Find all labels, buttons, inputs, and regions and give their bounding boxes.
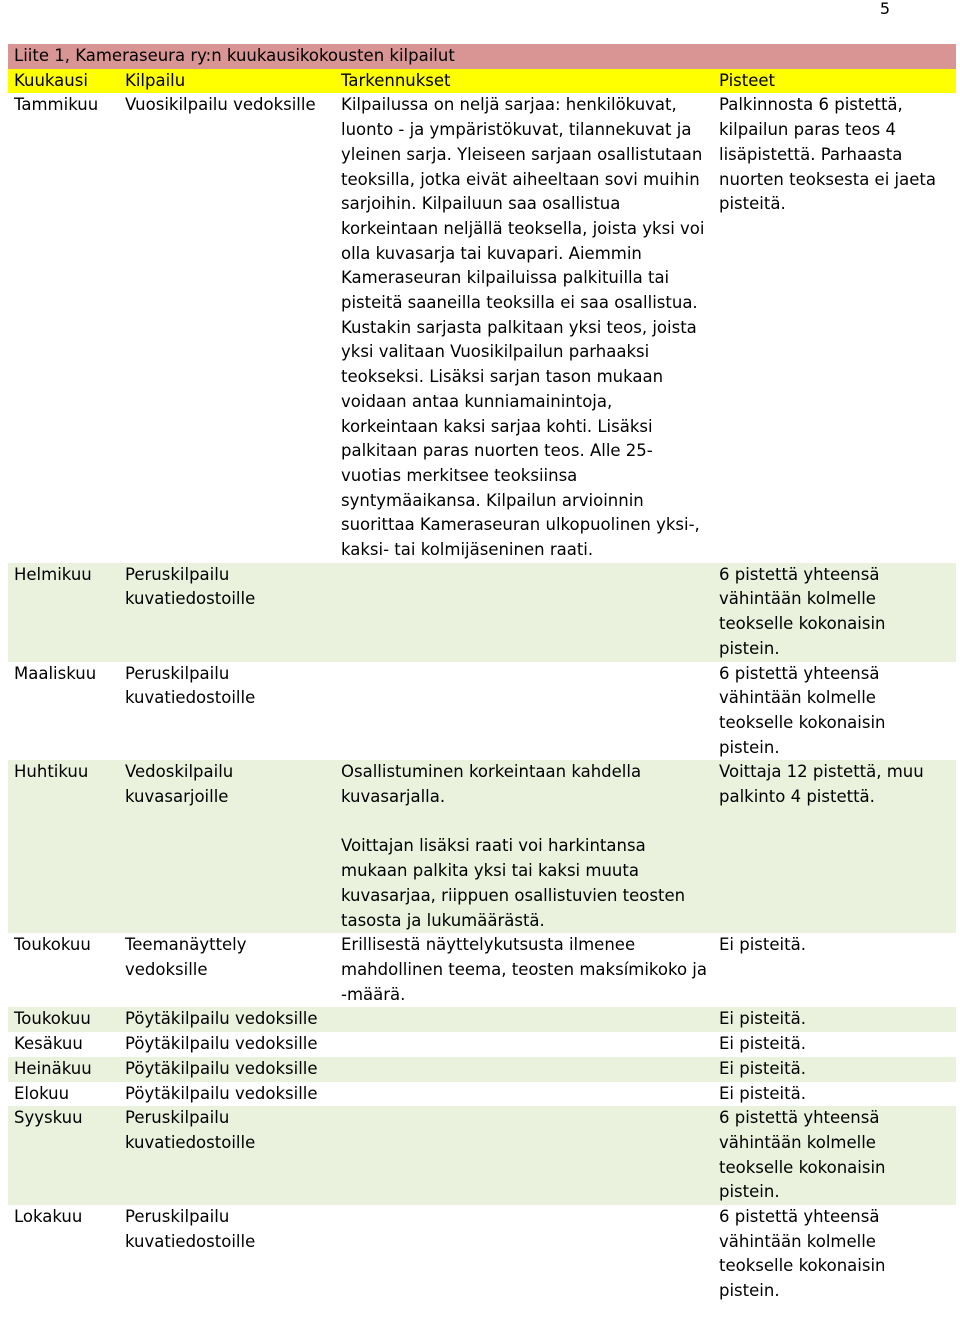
table-row	[8, 563, 956, 662]
table-row	[8, 1106, 956, 1205]
details-cell	[335, 1057, 713, 1082]
details-cell	[335, 1007, 713, 1032]
table-row	[8, 760, 956, 933]
details-cell	[335, 1205, 713, 1304]
header-points: Pisteet	[713, 69, 956, 94]
page-number: 5	[879, 0, 890, 18]
details-extra-text: Voittajan lisäksi raati voi harkintansa mukaan palkita yksi tai kaksi muuta kuvasarjaa, riippuen osallistuvien teosten tasosta ja lukumäärästä.	[341, 836, 686, 930]
header-details: Tarkennukset	[335, 69, 713, 94]
details-text: Osallistuminen korkeintaan kahdella kuvasarjalla.	[341, 762, 642, 807]
table-row	[8, 93, 956, 562]
competition-cell: Teemanäyttely vedoksille	[119, 933, 335, 1007]
points-cell: 6 pistettä yhteensä vähintään kolmelle teokselle kokonaisin pistein.	[713, 662, 956, 761]
points-cell: Ei pisteitä.	[713, 1007, 956, 1032]
table-caption-row	[8, 44, 956, 69]
table-row	[8, 1205, 956, 1304]
table-row	[8, 1007, 956, 1032]
competition-cell: Pöytäkilpailu vedoksille	[119, 1082, 335, 1107]
table-row	[8, 933, 956, 1007]
header-month: Kuukausi	[8, 69, 119, 94]
competition-cell: Peruskilpailu kuvatiedostoille	[119, 1205, 335, 1304]
details-cell	[335, 1032, 713, 1057]
month-cell: Lokakuu	[8, 1205, 119, 1304]
competition-cell: Peruskilpailu kuvatiedostoille	[119, 563, 335, 662]
table-header-row	[8, 69, 956, 94]
table-row	[8, 1057, 956, 1082]
details-cell	[335, 760, 713, 933]
table-caption: Liite 1, Kameraseura ry:n kuukausikokousten kilpailut	[8, 44, 956, 69]
details-cell: Kilpailussa on neljä sarjaa: henkilökuvat, luonto - ja ympäristökuvat, tilannekuvat ja yleinen sarja. Yleiseen sarjaan osallistutaan teoksilla, jotka eivät aiheeltaan sovi muihin sarjoihin. Kilpailuun saa osallistua korkeintaan neljällä teoksella, joista yksi voi olla kuvasarja tai kuvapari. Aiemmin Kameraseuran kilpailuissa palkituilla tai pisteitä saaneilla teoksilla ei saa osallistua. Kustakin sarjasta palkitaan yksi teos, joista yksi valitaan Vuosikilpailun parhaaksi teokseksi. Lisäksi sarjan tason mukaan voidaan antaa kunniamainintoja, korkeintaan kaksi sarjaa kohti. Lisäksi palkitaan paras nuorten teos. Alle 25-vuotias merkitsee teoksiinsa syntymäaikansa. Kilpailun arvioinnin suorittaa Kameraseuran ulkopuolinen yksi-, kaksi- tai kolmijäseninen raati.	[335, 93, 713, 562]
points-cell: 6 pistettä yhteensä vähintään kolmelle teokselle kokonaisin pistein.	[713, 563, 956, 662]
month-cell: Syyskuu	[8, 1106, 119, 1205]
points-cell: Palkinnosta 6 pistettä, kilpailun paras teos 4 lisäpistettä. Parhaasta nuorten teoksesta ei jaeta pisteitä.	[713, 93, 956, 562]
points-cell: Voittaja 12 pistettä, muu palkinto 4 pistettä.	[713, 760, 956, 933]
month-cell: Toukokuu	[8, 1007, 119, 1032]
details-cell	[335, 1082, 713, 1107]
points-cell: Ei pisteitä.	[713, 1057, 956, 1082]
month-cell: Helmikuu	[8, 563, 119, 662]
details-cell	[335, 662, 713, 761]
month-cell: Huhtikuu	[8, 760, 119, 933]
table-row	[8, 1032, 956, 1057]
month-cell: Maaliskuu	[8, 662, 119, 761]
month-cell: Toukokuu	[8, 933, 119, 1007]
month-cell: Tammikuu	[8, 93, 119, 562]
competition-cell: Vedoskilpailu kuvasarjoille	[119, 760, 335, 933]
competition-cell: Pöytäkilpailu vedoksille	[119, 1007, 335, 1032]
header-competition: Kilpailu	[119, 69, 335, 94]
month-cell: Elokuu	[8, 1082, 119, 1107]
competition-cell: Peruskilpailu kuvatiedostoille	[119, 662, 335, 761]
table-row	[8, 662, 956, 761]
competitions-table	[8, 44, 956, 1304]
points-cell: Ei pisteitä.	[713, 1082, 956, 1107]
competition-cell: Pöytäkilpailu vedoksille	[119, 1057, 335, 1082]
points-cell: Ei pisteitä.	[713, 933, 956, 1007]
table-row	[8, 1082, 956, 1107]
points-cell: Ei pisteitä.	[713, 1032, 956, 1057]
competition-cell: Vuosikilpailu vedoksille	[119, 93, 335, 562]
details-cell	[335, 1106, 713, 1205]
competition-cell: Peruskilpailu kuvatiedostoille	[119, 1106, 335, 1205]
points-cell: 6 pistettä yhteensä vähintään kolmelle teokselle kokonaisin pistein.	[713, 1205, 956, 1304]
competition-cell: Pöytäkilpailu vedoksille	[119, 1032, 335, 1057]
month-cell: Kesäkuu	[8, 1032, 119, 1057]
points-cell: 6 pistettä yhteensä vähintään kolmelle teokselle kokonaisin pistein.	[713, 1106, 956, 1205]
details-cell: Erillisestä näyttelykutsusta ilmenee mahdollinen teema, teosten maksímikoko ja -määrä.	[335, 933, 713, 1007]
month-cell: Heinäkuu	[8, 1057, 119, 1082]
details-cell	[335, 563, 713, 662]
